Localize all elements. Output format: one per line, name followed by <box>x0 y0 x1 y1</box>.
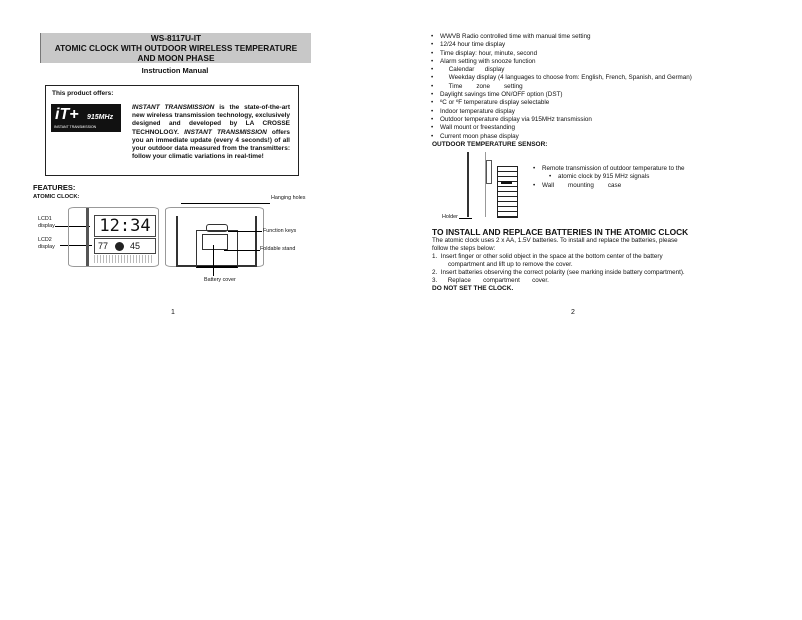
lcd2-display: 77 45 <box>94 238 156 254</box>
install-step: 1. Insert finger or other solid object in the space at the bottom center of the battery <box>432 253 663 260</box>
atomic-clock-heading: ATOMIC CLOCK: <box>33 194 80 200</box>
offer-description: INSTANT TRANSMISSION is the state-of-the-art new wireless transmission technology, exclusively designed and developed by LA CROSSE TECHNOLOGY. INSTANT TRANSMISSION offers you an immediate update (every 4 seconds!) of all your outdoor data measured from the transmitters: follow your climatic variations in real-time! <box>132 104 291 161</box>
offer-box <box>45 85 299 176</box>
feature-item: • Calendar display <box>431 66 692 74</box>
page-number: 1 <box>171 309 175 316</box>
feature-item: • WWVB Radio controlled time with manual time setting <box>431 33 692 41</box>
warning-text: DO NOT SET THE CLOCK. <box>432 285 514 292</box>
lcd1-display: 12:34 <box>94 215 156 237</box>
product-title-2: AND MOON PHASE <box>137 53 215 63</box>
leader-line <box>181 203 270 204</box>
sensor-features <box>533 165 684 190</box>
it-logo: iT+ 915MHz INSTANT TRANSMISSION <box>51 104 121 132</box>
install-intro: The atomic clock uses 2 x AA, 1.5V batteries. To install and replace the batteries, please follow the steps below: <box>432 237 678 253</box>
label-hanging-holes: Hanging holes <box>271 195 306 201</box>
feature-item: • Outdoor temperature display via 915MHz transmission <box>431 116 692 124</box>
feature-item: • Indoor temperature display <box>431 108 692 116</box>
feature-item: • Time display: hour, minute, second <box>431 50 692 58</box>
feature-item: • Alarm setting with snooze function <box>431 58 692 66</box>
clock-back-illustration <box>165 207 264 267</box>
label-lcd2: LCD2 display <box>38 237 55 250</box>
feature-item: • Time zone setting <box>431 83 692 91</box>
sensor-feature-item: • Wall mounting case <box>533 182 684 190</box>
holder-label: Holder <box>442 214 458 220</box>
model-title: WS-8117U-IT <box>150 33 202 43</box>
sensor-heading: OUTDOOR TEMPERATURE SENSOR: <box>432 141 548 148</box>
feature-item: • 12/24 hour time display <box>431 41 692 49</box>
install-heading: TO INSTALL AND REPLACE BATTERIES IN THE ATOMIC CLOCK <box>432 227 689 237</box>
sensor-front-illustration <box>497 166 518 218</box>
label-battery-cover: Battery cover <box>204 277 236 283</box>
title-banner <box>40 33 311 63</box>
clock-front-illustration <box>68 207 159 267</box>
label-foldable-stand: Foldable stand <box>260 246 296 252</box>
label-lcd1: LCD1 display <box>38 216 55 229</box>
sensor-side-illustration <box>467 152 486 217</box>
moon-icon <box>115 242 124 251</box>
page-number: 2 <box>571 309 575 316</box>
sensor-feature-item: • Remote transmission of outdoor temperature to the <box>533 165 684 173</box>
feature-item: • Wall mount or freestanding <box>431 124 692 132</box>
install-step-continued: compartment and lift up to remove the cover. <box>448 261 573 268</box>
sensor-feature-continuation: • atomic clock by 915 MHz signals <box>533 173 684 181</box>
features-heading: FEATURES: <box>33 183 76 192</box>
feature-item: • ºC or ºF temperature display selectable <box>431 99 692 107</box>
feature-item: • Current moon phase display <box>431 133 692 141</box>
label-function-keys: Function keys <box>263 228 297 234</box>
offer-heading: This product offers: <box>52 90 114 97</box>
install-step: 3. Replace compartment cover. <box>432 277 549 284</box>
features-list <box>431 33 692 141</box>
install-step: 2. Insert batteries observing the correct polarity (see marking inside battery compartment). <box>432 269 685 276</box>
product-title: ATOMIC CLOCK WITH OUTDOOR WIRELESS TEMPERATURE <box>54 43 298 53</box>
subtitle: Instruction Manual <box>141 66 209 75</box>
feature-item: • Daylight savings time ON/OFF option (DST) <box>431 91 692 99</box>
feature-item: • Weekday display (4 languages to choose from: English, French, Spanish, and German) <box>431 74 692 82</box>
